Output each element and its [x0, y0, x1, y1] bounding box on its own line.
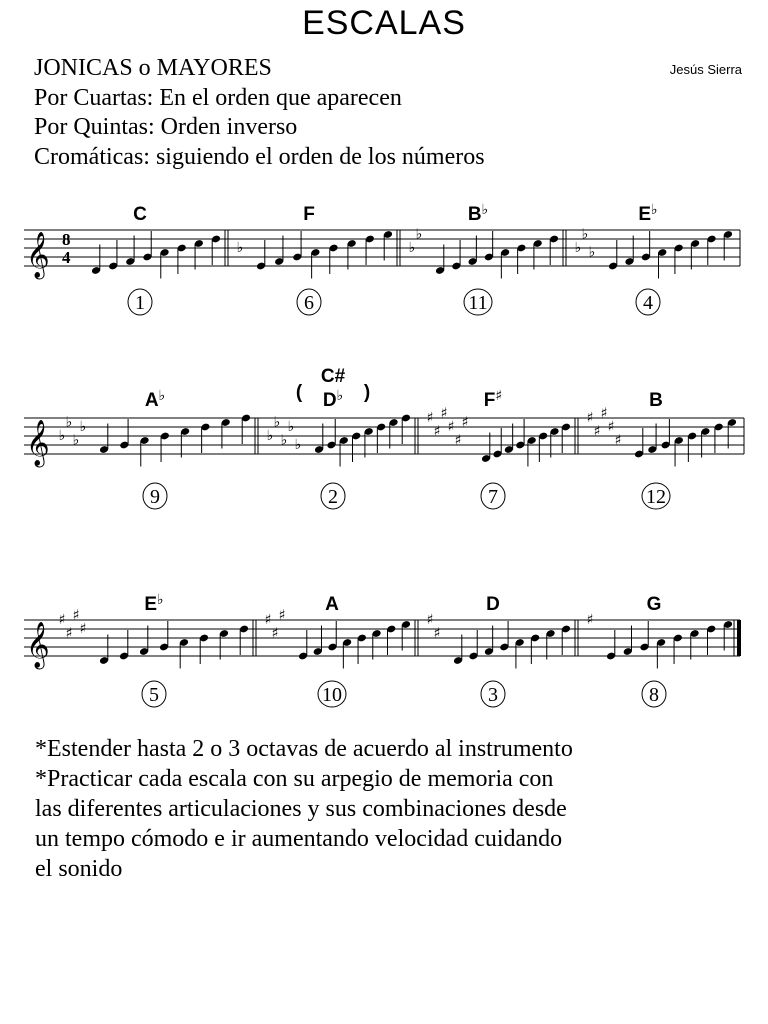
staff-system-2	[0, 350, 768, 520]
sharp-icon: ♯	[600, 405, 608, 422]
open-paren: (	[295, 382, 303, 403]
sharp-icon: ♯	[72, 607, 80, 624]
order-number: 11	[468, 292, 488, 314]
staff-system-3	[0, 580, 768, 720]
order-number: 9	[150, 486, 160, 508]
order-number: 5	[149, 684, 159, 706]
treble-clef-icon: 𝄞	[26, 622, 50, 668]
scale-key-label: E♭	[638, 202, 658, 225]
order-number: 1	[135, 292, 145, 314]
flat-icon: ♭	[79, 419, 87, 435]
sharp-icon: ♯	[586, 410, 594, 426]
flat-icon: ♭	[588, 244, 596, 261]
intro-line: JONICAS o MAYORES	[34, 55, 272, 81]
flat-icon: ♭	[581, 226, 589, 243]
order-number: 2	[328, 486, 338, 508]
flat-icon: ♭	[408, 240, 416, 256]
flat-icon: ♭	[72, 432, 80, 449]
scale-key-label: A♭	[144, 388, 166, 411]
treble-clef-icon: 𝄞	[26, 420, 50, 466]
note-line: *Practicar cada escala con su arpegio de memoria con	[35, 766, 554, 792]
sharp-icon: ♯	[454, 432, 462, 449]
treble-clef-icon: 𝄞	[26, 232, 50, 278]
flat-icon: ♭	[415, 226, 423, 243]
flat-icon: ♭	[294, 437, 302, 453]
flat-icon: ♭	[287, 419, 295, 435]
sharp-icon: ♯	[440, 405, 448, 422]
scale-key-label: B♭	[467, 202, 489, 225]
order-number: 6	[304, 292, 314, 314]
enharmonic-key-label: C#	[320, 366, 346, 387]
intro-line: Por Quintas: Orden inverso	[34, 114, 298, 140]
close-paren: )	[363, 382, 371, 403]
scale-key-label: E♭	[144, 592, 164, 615]
sharp-icon: ♯	[65, 625, 73, 642]
intro-text	[34, 54, 485, 172]
sharp-icon: ♯	[278, 607, 286, 624]
note-line: *Estender hasta 2 o 3 octavas de acuerdo al instrumento	[35, 736, 573, 762]
final-barline-thick	[737, 620, 741, 656]
note-line: el sonido	[35, 856, 123, 882]
order-number: 3	[488, 684, 498, 706]
sharp-icon: ♯	[461, 414, 469, 431]
sharp-icon: ♯	[79, 621, 87, 637]
scale-key-label: D	[486, 594, 500, 615]
sharp-icon: ♯	[614, 432, 622, 449]
page-title: ESCALAS	[302, 4, 466, 42]
flat-icon: ♭	[58, 428, 66, 444]
sharp-icon: ♯	[58, 612, 66, 628]
practice-notes	[35, 734, 755, 884]
time-signature-bottom: 4	[62, 248, 71, 267]
order-number: 7	[488, 486, 498, 508]
scale-key-label: F	[303, 204, 315, 225]
flat-icon: ♭	[236, 240, 244, 256]
author-name: Jesús Sierra	[669, 62, 742, 77]
sharp-icon: ♯	[426, 410, 434, 426]
sharp-icon: ♯	[264, 612, 272, 628]
order-number: 8	[649, 684, 659, 706]
sharp-icon: ♯	[586, 612, 594, 628]
flat-icon: ♭	[280, 432, 288, 449]
sharp-icon: ♯	[433, 423, 441, 440]
scale-key-label: C	[133, 204, 147, 225]
note-line: un tempo cómodo e ir aumentando velocidad cuidando	[35, 826, 563, 852]
scale-key-label: A	[325, 594, 339, 615]
staff-system-1	[0, 180, 768, 330]
flat-icon: ♭	[266, 428, 274, 444]
flat-icon: ♭	[273, 414, 281, 431]
scale-key-label: F♯	[483, 388, 503, 411]
sharp-icon: ♯	[426, 612, 434, 628]
order-number: 12	[646, 486, 666, 508]
intro-line: Cromáticas: siguiendo el orden de los números	[34, 143, 485, 170]
sharp-icon: ♯	[271, 625, 279, 642]
order-number: 10	[322, 684, 342, 706]
scale-key-label: B	[649, 390, 663, 411]
intro-line: Por Cuartas: En el orden que aparecen	[34, 84, 402, 111]
scale-key-label: D♭	[322, 388, 344, 411]
sharp-icon: ♯	[447, 419, 455, 435]
flat-icon: ♭	[65, 414, 73, 431]
sharp-icon: ♯	[607, 419, 615, 435]
flat-icon: ♭	[574, 240, 582, 256]
order-number: 4	[643, 292, 653, 314]
note-line: las diferentes articulaciones y sus combinaciones desde	[35, 796, 567, 822]
sharp-icon: ♯	[593, 423, 601, 440]
scale-key-label: G	[646, 594, 662, 615]
sharp-icon: ♯	[433, 625, 441, 642]
time-signature-top: 8	[62, 230, 71, 249]
